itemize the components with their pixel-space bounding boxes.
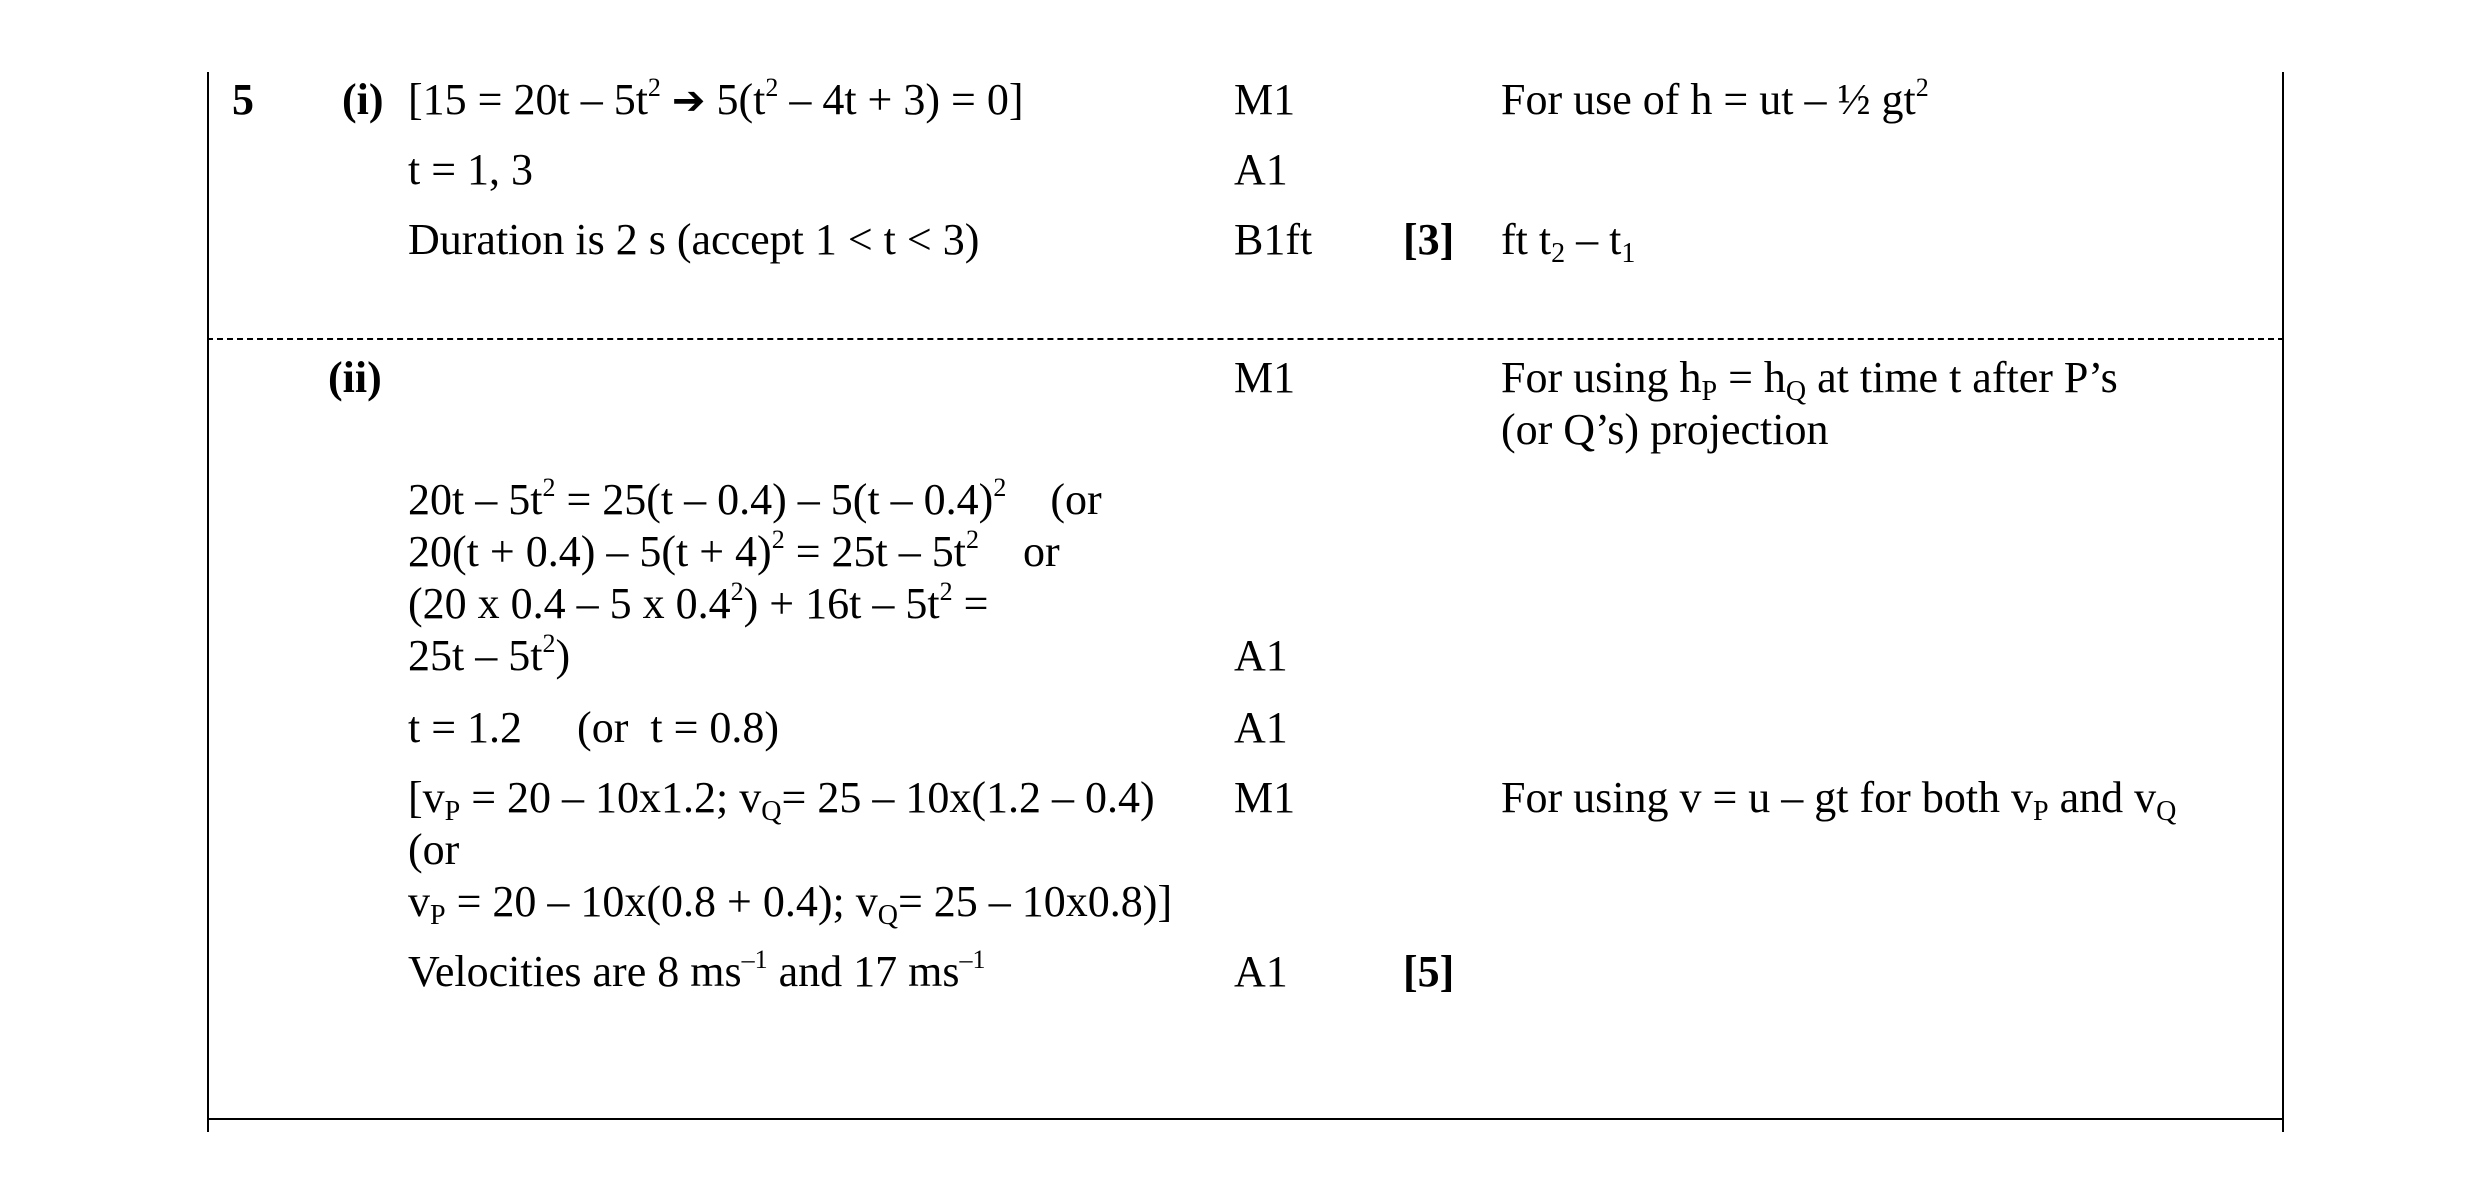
part-i-guidance-1: For use of h = ut – ½ $gt^2$ (1501, 73, 1929, 124)
part-ii-mark-3: A1 (1234, 703, 1288, 752)
part-i-mark-3: B1ft (1234, 215, 1313, 264)
part-i-working-line-3: Duration is 2 s (accept 1 < t < 3) (408, 215, 980, 264)
part-ii-velocity-working-line-3: $v_P = 20 - 10x(0.8 + 0.4)$; $v_Q= 25 - 10x0.8$)] (408, 877, 1173, 931)
table-border-left (207, 72, 209, 1132)
part-i-mark-1: M1 (1234, 75, 1296, 124)
part-i-total: [3] (1403, 215, 1455, 264)
part-ii-equation-line-1: $20t - 5t^2 = 25(t - 0.4) - 5(t - 0.4)^2$ (or (408, 473, 1102, 524)
question-number: 5 (232, 75, 254, 124)
part-ii-velocity-working-line-1: [$v_P = 20 - 10x1.2$; $v_Q= 25 - 10x(1.2 - 0.4)$ (408, 773, 1155, 827)
part-ii-label: (ii) (328, 353, 382, 402)
part-ii-mark-1: M1 (1234, 353, 1296, 402)
part-ii-velocity-working-line-2: (or (408, 825, 460, 874)
part-ii-time-line: t = 1.2 (or t = 0.8) (408, 703, 780, 752)
part-ii-total: [5] (1403, 947, 1455, 996)
part-i-guidance-3: ft $t_2 - t_1$ (1501, 215, 1636, 269)
part-ii-equation-line-3: (20 x 0.4 – 5 x $0.4^2) + 16t - 5t^2$ = (408, 577, 989, 628)
part-ii-guidance-1-line-2: (or Q’s) projection (1501, 405, 1829, 454)
part-ii-mark-5: A1 (1234, 947, 1288, 996)
part-ii-guidance-1: For using $h_P = h_Q$ at time t after P’s (1501, 353, 2118, 407)
part-i-mark-2: A1 (1234, 145, 1288, 194)
part-ii-answer-line: Velocities are 8 $ms^{-1}$ and 17 $ms^{-1}$ (408, 945, 986, 996)
table-border-bottom (207, 1118, 2284, 1120)
part-ii-equation-line-4: $25t - 5t^2$) (408, 629, 571, 680)
part-i-working-line-1: [$15 = 20t - 5t^2$ ➔ $5(t^2 - 4t + 3) = 0$] (408, 73, 1024, 124)
part-ii-equation-line-2: $20(t + 0.4) - 5(t + 4)^2 = 25t - 5t^2$ or (408, 525, 1060, 576)
part-i-working-line-2: t = 1, 3 (408, 145, 534, 194)
part-i-label: (i) (342, 75, 384, 124)
arrow-icon: ➔ (671, 78, 706, 124)
part-ii-mark-2: A1 (1234, 631, 1288, 680)
part-divider (207, 338, 2284, 340)
part-ii-mark-4: M1 (1234, 773, 1296, 822)
table-border-right (2282, 72, 2284, 1132)
part-ii-guidance-4: For using v = u – gt for both $v_P$ and $v_Q$ (1501, 773, 2177, 827)
